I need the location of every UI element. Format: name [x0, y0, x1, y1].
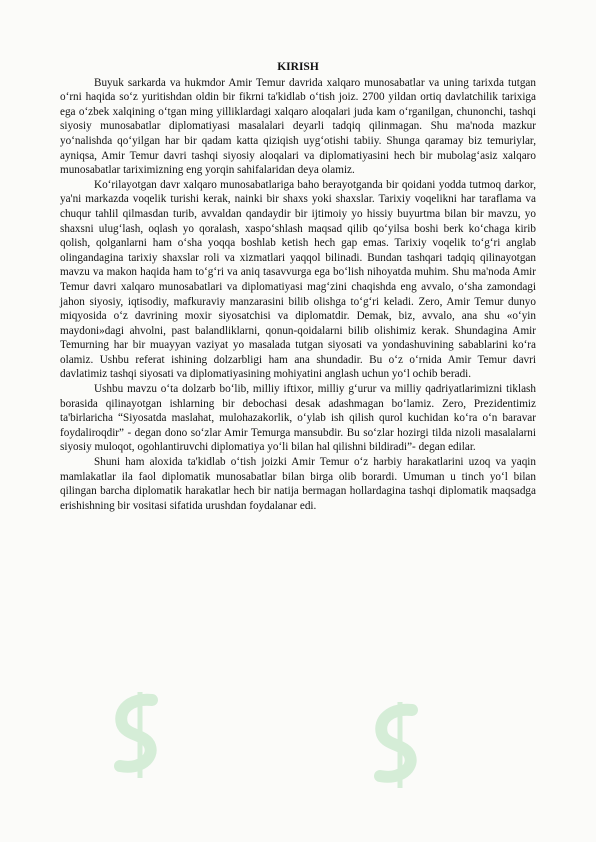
paragraph-4: Shuni ham aloxida ta'kidlab o‘tish joizki Amir Temur o‘z harbiy harakatlarini uzoq va yaqin mamlakatlar ila faol diplomatik munosabatlar bilan birga olib borardi. Umuman u tinch yo‘l bilan qilingan barcha diplomatik harakatlar hech bir natija bermagan hollardagina tashqi diplomatik maqsadga erishishning bir vositasi sifatida urushdan foydalanar edi.: [60, 456, 536, 512]
watermark-logo-icon: [100, 690, 180, 780]
document-title: KIRISH: [277, 61, 319, 73]
watermark-logo-icon: [360, 700, 440, 790]
paragraph-2: Ko‘rilayotgan davr xalqaro munosabatlariga baho berayotganda bir qoidani yodda tutmoq darkor, ya'ni markazda voqelik turishi kerak, nainki bir shaxs yoki shaxslar. Tarixiy voqelikni har taraflama va chuqur tahlil qilmasdan turib, avvaldan qandaydir bir ijtimoiy yo hissiy buyurtma bilan bir mavzu, yo shaxsni ulug‘lash, oqlash yo qoralash, xaspo‘shlash maqsad qilib qo‘yilsa boshi berk ko‘chaga kirib qolish, qolganlarni ham o‘sha yoqqa boshlab ketish hech gap emas. Tarixiy voqelik to‘g‘ri anglab olingandagina tarixiy shaxslar roli va xizmatlari yaqqol bilinadi. Bundan tashqari tadqiq qilinayotgan mavzu va makon haqida ham to‘g‘ri va aniq tasavvurga ega bo‘lish nihoyatda muhim. Shu ma'noda Amir Temur davri xalqaro munosabatlari va diplomatiyasi mag‘zini chaqishda eng avvalo, o‘sha zamondagi jahon siyosiy, iqtisodiy, mafkuraviy manzarasini bilib olishga to‘g‘ri keladi. Zero, Amir Temur dunyo miqyosida o‘z davrining moxir siyosatchisi va diplomatdir. Demak, biz, avvalo, ana shu «o‘yin maydoni»dagi ahvolni, past balandliklarni, qonun-qoidalarni bilib olishimiz kerak. Shundagina Amir Temurning har bir muayyan vaziyat yo masalada tutgan siyosati va yondashuvining sabablarini ko‘ra olamiz. Ushbu referat ishining dolzarbligi ham ana shundadir. Bu o‘z o‘rnida Amir Temur davri davlatimiz tashqi siyosati va diplomatiyasining mohiyatini anglash uchun yo‘l ochib beradi.: [60, 178, 536, 381]
document-body: [60, 60, 536, 513]
paragraph-1: Buyuk sarkarda va hukmdor Amir Temur davrida xalqaro munosabatlar va uning tarixda tutgan o‘rni haqida so‘z yuritishdan oldin bir fikrni ta'kidlab o‘tish joiz. 2700 yildan ortiq davlatchilik tarixiga ega o‘zbek xalqining o‘tgan ming yilliklardagi xalqaro aloqalari juda kam o‘rganilgan, chunonchi, tashqi siyosiy munosabatlar diplomatiyasi masalalari deyarli tadqiq qilinmagan. Shu ma'noda mazkur yo‘nalishda qo‘yilgan har bir qadam katta qiziqish uyg‘otishi tabiiy. Shunga qaramay biz temuriylar, ayniqsa, Amir Temur davri tashqi siyosiy aloqalari va diplomatiyasini hech bir mubolag‘asiz xalqaro munosabatlar tariximizning eng yorqin sahifalaridan deya olamiz.: [60, 76, 536, 177]
paragraph-3: Ushbu mavzu o‘ta dolzarb bo‘lib, milliy iftixor, milliy g‘urur va milliy qadriyatlarimizni tiklash borasida qilinayotgan ishlarning bir debochasi desak adashmagan bo‘lamiz. Zero, Prezidentimiz ta'birlaricha “Siyosatda maslahat, mulohazakorlik, o‘ylab ish qilish qurol kuchidan ko‘ra o‘n baravar foydaliroqdir” - degan dono so‘zlar Amir Temurga mansubdir. Bu so‘zlar hozirgi tilda nizoli masalalarni siyosiy muloqot, ogohlantiruvchi diplomatiya yo‘li bilan hal qilishni bildiradi”- degan edilar.: [60, 383, 536, 454]
